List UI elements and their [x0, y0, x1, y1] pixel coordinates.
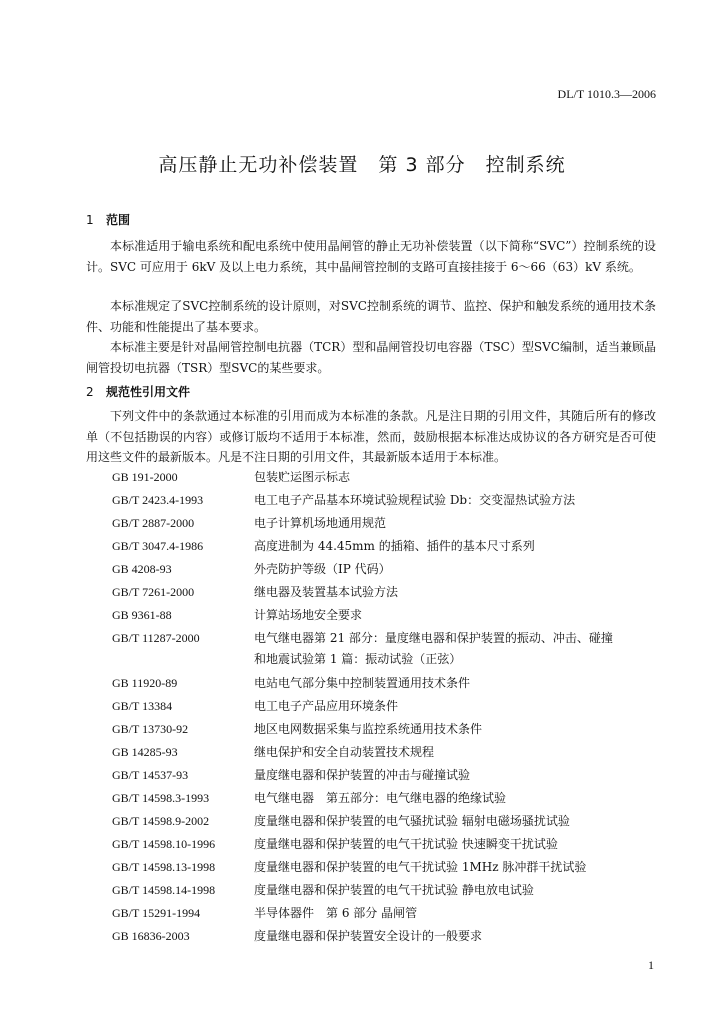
- reference-title: [254, 582, 672, 603]
- reference-row: [112, 559, 672, 582]
- reference-title-line: 电站电气部分集中控制装置通用技术条件: [254, 675, 471, 690]
- reference-title-line: 地区电网数据采集与监控系统通用技术条件: [254, 721, 483, 736]
- reference-code: GB/T 14598.3-1993: [112, 790, 210, 805]
- reference-title-line: 高度进制为 44.45mm 的插箱、插件的基本尺寸系列: [254, 539, 535, 553]
- reference-row: [112, 903, 672, 926]
- reference-title: [254, 490, 672, 511]
- reference-code: GB/T 7261-2000: [112, 585, 195, 599]
- reference-row: [112, 582, 672, 605]
- reference-row: [112, 880, 672, 903]
- reference-title: [254, 834, 672, 855]
- reference-code: GB/T 14598.13-1998: [112, 859, 216, 874]
- reference-title-line: 电气继电器 第五部分：电气继电器的绝缘试验: [254, 790, 507, 805]
- reference-code: GB/T 13384: [112, 698, 173, 713]
- reference-row: [112, 811, 672, 834]
- section-1-paragraph-3: 本标准主要是针对晶闸管控制电抗器（TCR）型和晶闸管投切电容器（TSC）型SVC编制，适当兼顾晶闸管投切电抗器（TSR）型SVC的某些要求。: [86, 340, 656, 375]
- reference-code: GB 11920-89: [112, 675, 178, 690]
- reference-code: GB/T 15291-1994: [112, 905, 201, 920]
- reference-title-line: 度量继电器和保护装置的电气干扰试验 1MHz 脉冲群干扰试验: [254, 859, 587, 874]
- reference-code: GB 4208-93: [112, 562, 172, 576]
- reference-code: GB 191-2000: [112, 470, 178, 484]
- section-2-number: 2: [86, 385, 94, 399]
- reference-title-line: 继电保护和安全自动装置技术规程: [254, 744, 435, 759]
- reference-title-line: 和地震试验第 1 篇：振动试验（正弦）: [254, 652, 462, 666]
- reference-title-line: 继电器及装置基本试验方法: [254, 585, 399, 599]
- reference-title: [254, 788, 672, 809]
- reference-row: [112, 788, 672, 811]
- section-1-number: 1: [86, 213, 94, 227]
- reference-row: [112, 536, 672, 559]
- reference-row: [112, 513, 672, 536]
- reference-title-line: 包装贮运图示标志: [254, 470, 351, 484]
- section-1-paragraph-1: 本标准适用于输电系统和配电系统中使用晶闸管的静止无功补偿装置（以下简称“SVC”）控制系统的设计。SVC 可应用于 6kV 及以上电力系统，其中晶闸管控制的支路可直接挂接于 6～66（63）kV 系统。: [86, 239, 656, 274]
- reference-title: [254, 513, 672, 534]
- reference-title-line: 度量继电器和保护装置安全设计的一般要求: [254, 928, 483, 943]
- section-1-title: 范围: [106, 213, 131, 227]
- reference-code: GB 14285-93: [112, 744, 178, 759]
- reference-code: GB/T 11287-2000: [112, 631, 200, 645]
- reference-code: GB/T 3047.4-1986: [112, 539, 204, 553]
- reference-row: [112, 673, 672, 696]
- reference-title-line: 计算站场地安全要求: [254, 608, 363, 622]
- reference-row: [112, 490, 672, 513]
- reference-title-line: 电气继电器第 21 部分：量度继电器和保护装置的振动、冲击、碰撞: [254, 631, 613, 645]
- reference-title-line: 度量继电器和保护装置的电气骚扰试验 辐射电磁场骚扰试验: [254, 813, 570, 828]
- reference-title-line: 半导体器件 第 6 部分 晶闸管: [254, 905, 418, 920]
- section-2-heading: [86, 383, 190, 400]
- reference-code: GB/T 14537-93: [112, 767, 189, 782]
- reference-title: [254, 628, 672, 670]
- reference-title: [254, 742, 672, 763]
- reference-title: [254, 811, 672, 832]
- reference-title-line: 度量继电器和保护装置的电气干扰试验 静电放电试验: [254, 882, 534, 897]
- reference-title: [254, 903, 672, 924]
- reference-title: [254, 467, 672, 488]
- reference-row: [112, 765, 672, 788]
- reference-title-line: 电工电子产品应用环境条件: [254, 698, 399, 713]
- reference-row: [112, 605, 672, 628]
- document-title: 高压静止无功补偿装置 第 3 部分 控制系统: [158, 154, 566, 176]
- section-1-paragraph-2: 本标准规定了SVC控制系统的设计原则，对SVC控制系统的调节、监控、保护和触发系统的通用技术条件、功能和性能提出了基本要求。: [86, 299, 656, 334]
- reference-title: [254, 719, 672, 740]
- reference-row: [112, 719, 672, 742]
- reference-code: GB 16836-2003: [112, 928, 190, 943]
- reference-code: GB/T 2887-2000: [112, 516, 195, 530]
- reference-row: [112, 742, 672, 765]
- reference-row: [112, 926, 672, 949]
- reference-title-line: 电工电子产品基本环境试验规程试验 Db：交变湿热试验方法: [254, 493, 576, 507]
- reference-title: [254, 673, 672, 694]
- reference-title: [254, 857, 672, 878]
- reference-title: [254, 536, 672, 557]
- reference-code: GB/T 2423.4-1993: [112, 493, 204, 507]
- reference-code: GB 9361-88: [112, 608, 172, 622]
- reference-code: GB/T 13730-92: [112, 721, 189, 736]
- reference-title: [254, 765, 672, 786]
- reference-code: GB/T 14598.10-1996: [112, 836, 216, 851]
- section-2-intro: 下列文件中的条款通过本标准的引用而成为本标准的条款。凡是注日期的引用文件，其随后所有的修改单（不包括勘误的内容）或修订版均不适用于本标准，然而，鼓励根据本标准达成协议的各方研究是否可使用这些文件的最新版本。凡是不注日期的引用文件，其最新版本适用于本标准。: [86, 409, 656, 464]
- reference-list: [112, 467, 672, 949]
- reference-row: [112, 857, 672, 880]
- page-number: 1: [648, 958, 654, 972]
- reference-title: [254, 605, 672, 626]
- reference-title: [254, 559, 672, 580]
- reference-title: [254, 696, 672, 717]
- section-1-heading: [86, 211, 130, 228]
- reference-code: GB/T 14598.14-1998: [112, 882, 216, 897]
- reference-row: [112, 467, 672, 490]
- document-number: DL/T 1010.3—2006: [557, 87, 656, 101]
- reference-code: GB/T 14598.9-2002: [112, 813, 210, 828]
- reference-title: [254, 926, 672, 947]
- reference-row: [112, 696, 672, 719]
- reference-title-line: 量度继电器和保护装置的冲击与碰撞试验: [254, 767, 471, 782]
- reference-title-line: 电子计算机场地通用规范: [254, 516, 387, 530]
- reference-row: [112, 834, 672, 857]
- section-2-title: 规范性引用文件: [106, 385, 191, 399]
- reference-title: [254, 880, 672, 901]
- reference-title-line: 外壳防护等级（IP 代码）: [254, 562, 391, 576]
- reference-row: [112, 628, 672, 673]
- reference-title-line: 度量继电器和保护装置的电气干扰试验 快速瞬变干扰试验: [254, 836, 558, 851]
